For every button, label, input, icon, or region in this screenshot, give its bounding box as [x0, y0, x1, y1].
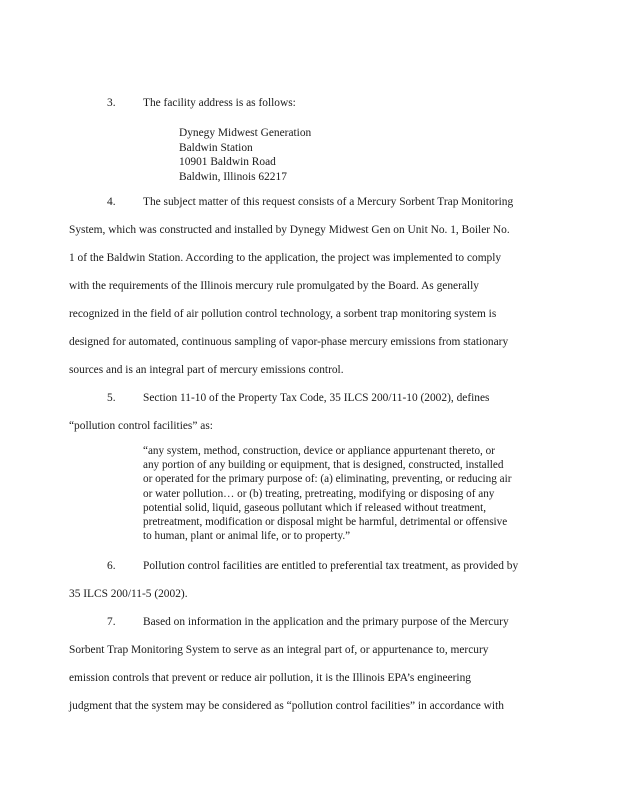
para7-line: judgment that the system may be considered as “pollution control facilities” in accordance with	[69, 700, 504, 712]
para6-line: 35 ILCS 200/11-5 (2002).	[69, 588, 188, 600]
quote-line: potential solid, liquid, gaseous pollutant which if released without treatment,	[143, 501, 487, 514]
para7-line: Based on information in the application and the primary purpose of the Mercury	[143, 616, 509, 628]
quote-line: or water pollution… or (b) treating, pretreating, modifying or disposing of any	[143, 487, 495, 500]
para4-line: The subject matter of this request consists of a Mercury Sorbent Trap Monitoring	[143, 196, 514, 208]
para4-line: recognized in the field of air pollution control technology, a sorbent trap monitoring system is	[69, 308, 497, 320]
para7-number: 7.	[107, 616, 116, 628]
para5-line: “pollution control facilities” as:	[69, 420, 213, 432]
para3-text: The facility address is as follows:	[143, 97, 296, 109]
para5-number: 5.	[107, 392, 116, 404]
quote-line: “any system, method, construction, device or appliance appurtenant thereto, or	[143, 445, 495, 457]
quote-line: any portion of any building or equipment, that is designed, constructed, installed	[143, 459, 504, 472]
address-line: Dynegy Midwest Generation	[179, 127, 312, 139]
para3-number: 3.	[107, 97, 116, 109]
para4-line: with the requirements of the Illinois mercury rule promulgated by the Board. As generally	[69, 280, 479, 292]
definition-quote	[143, 444, 543, 543]
para5-line: Section 11-10 of the Property Tax Code, 35 ILCS 200/11-10 (2002), defines	[143, 392, 490, 404]
para7-line: Sorbent Trap Monitoring System to serve as an integral part of, or appurtenance to, mercury	[69, 644, 489, 656]
para4-line: sources and is an integral part of mercury emissions control.	[69, 364, 344, 376]
para6-number: 6.	[107, 560, 116, 572]
para6-line: Pollution control facilities are entitled to preferential tax treatment, as provided by	[143, 560, 519, 572]
para4-line: designed for automated, continuous sampling of vapor-phase mercury emissions from stationary	[69, 336, 509, 348]
address-line: Baldwin Station	[179, 141, 253, 154]
para4-number: 4.	[107, 196, 116, 208]
quote-line: pretreatment, modification or disposal might be harmful, detrimental or offensive	[143, 516, 508, 529]
address-line: Baldwin, Illinois 62217	[179, 170, 287, 183]
para4-line: 1 of the Baldwin Station. According to the application, the project was implemented to comply	[69, 252, 502, 264]
quote-line: or operated for the primary purpose of: (a) eliminating, preventing, or reducing air	[143, 473, 512, 486]
quote-line: to human, plant or animal life, or to property.”	[143, 530, 351, 543]
para7-line: emission controls that prevent or reduce air pollution, it is the Illinois EPA’s engineering	[69, 672, 471, 684]
para4-line: System, which was constructed and installed by Dynegy Midwest Gen on Unit No. 1, Boiler No.	[69, 224, 510, 236]
facility-address	[179, 126, 311, 184]
address-line: 10901 Baldwin Road	[179, 156, 276, 168]
